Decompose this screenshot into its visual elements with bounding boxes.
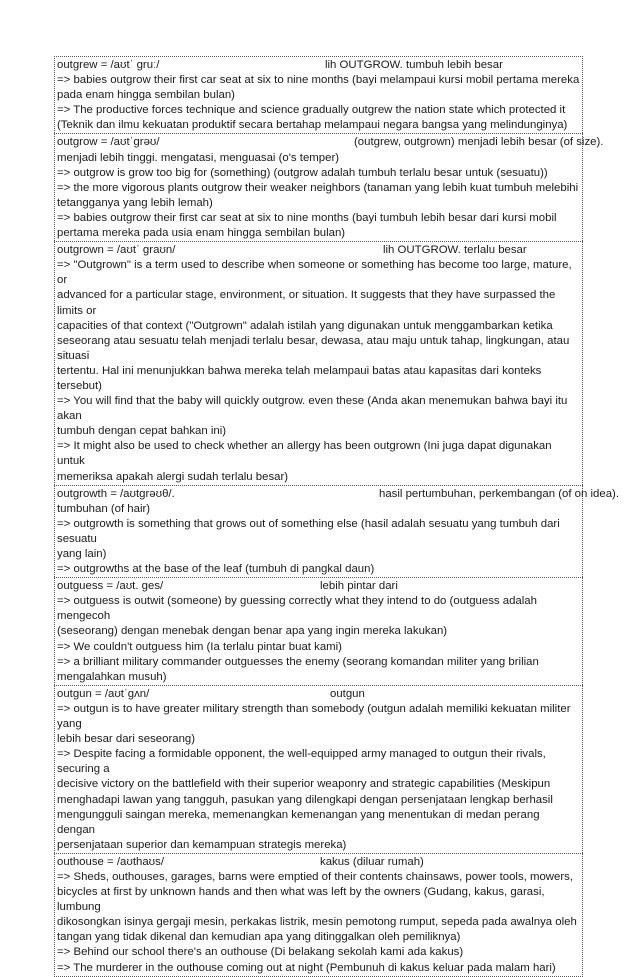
entry-line: decisive victory on the battlefield with their superior weaponry and strategic capabilities (Meskipun [57, 778, 551, 791]
entry-line: capacities of that context ("Outgrown" adalah istilah yang digunakan untuk menggambarkan ketika [57, 319, 553, 332]
entry-line: => outguess is outwit (someone) by guessing correctly what they intend to do (outguess adalah mengecoh [57, 595, 537, 623]
headword: outgrowth = /aʊtgrəʊθ/. [57, 487, 175, 500]
entry-line: seseorang atau sesuatu telah menjadi terlalu besar, dewasa, atau maju untuk tahap, lingkungan, atau situasi [57, 334, 570, 362]
gloss: outgun [330, 687, 365, 700]
gloss: lih OUTGROW. tumbuh lebih besar [325, 59, 503, 71]
entry-line: persenjataan superior dan kemampuan strategis mereka) [57, 838, 347, 851]
gloss: (outgrew, outgrown) menjadi lebih besar (of size). [354, 136, 604, 149]
entry-line: => Sheds, outhouses, garages, barns were emptied of their contents chainsaws, power tools, mowers, [57, 870, 574, 883]
entry-line: => The murderer in the outhouse coming out at night (Pembunuh di kakus keluar pada malam hari) [57, 961, 556, 974]
entry-line: tumbuhan (of hair) [57, 502, 151, 515]
headword: outgrown = /aʊtˈ graʊn/ [57, 244, 176, 257]
entry-line: => outgrowths at the base of the leaf (tumbuh di pangkal daun) [57, 563, 375, 576]
entry-line: => The productive forces technique and science gradually outgrew the nation state which protected it [57, 104, 566, 117]
entry-line: tumbuh dengan cepat bahkan ini) [57, 425, 227, 438]
entry-line: => It might also be used to check whether an allergy has been outgrown (Ini juga dapat digunakan untuk [57, 440, 552, 468]
entry-outguess [54, 577, 583, 685]
entry-line: mengalahkan musuh) [57, 670, 167, 683]
entry-line: pada enam hingga sembilan bulan) [57, 89, 235, 102]
entry-line: => "Outgrown" is a term used to describe when someone or something has become too large, mature, or [57, 259, 572, 287]
entry-line: mengungguli saingan mereka, memenangkan kemenangan yang menentukan di medan perang dengan [57, 808, 540, 836]
entry-line: => a brilliant military commander outguesses the enemy (seorang komandan militer yang brilian [57, 655, 539, 668]
headword: outhouse = /aʊthaʊs/ [57, 855, 164, 868]
entry-outhouse [54, 853, 583, 977]
entry-line: => Despite facing a formidable opponent, the well-equipped army managed to outgun their rivals, securing a [57, 748, 546, 776]
entry-line: (seseorang) dengan menebak dengan benar apa yang ingin mereka lakukan) [57, 625, 448, 638]
gloss: lebih pintar dari [320, 580, 398, 593]
headword: outgrew = /aʊtˈ gruː/ [57, 59, 160, 71]
gloss: lih OUTGROW. terlalu besar [383, 244, 527, 257]
entry-line: => outgrow is grow too big for (something) (outgrow adalah tumbuh terlalu besar untuk (sesuatu)) [57, 166, 548, 179]
entry-header [57, 579, 580, 594]
entry-outgun [54, 685, 583, 853]
entry-line: => Behind our school there's an outhouse (Di belakang sekolah kami ada kakus) [57, 946, 464, 959]
entry-line: menjadi lebih tinggi. mengatasi, menguasai (o's temper) [57, 151, 340, 164]
headword: outgun = /aʊtˈgʌn/ [57, 687, 150, 700]
entry-line: => outgun is to have greater military strength than somebody (outgun adalah memiliki kekuatan militer yang [57, 702, 571, 731]
entry-line: => babies outgrow their first car seat at six to nine months (bayi melampaui kursi mobil pertama mereka [57, 74, 580, 87]
entry-header [57, 487, 619, 502]
entry-header [57, 135, 604, 150]
entry-header [57, 855, 580, 870]
entry-line: advanced for a particular stage, environment, or situation. It suggests that they have surpassed the limits or [57, 289, 556, 317]
entry-line: => outgrowth is something that grows out of something else (hasil adalah sesuatu yang tumbuh dari sesuatu [57, 517, 560, 545]
entry-header [57, 687, 580, 702]
entry-outgrew [54, 56, 583, 133]
headword: outgrow = /aʊtˈgrəʊ/ [57, 136, 160, 149]
gloss: kakus (diluar rumah) [320, 855, 424, 868]
entry-line: => babies outgrow their first car seat at six to nine months (bayi tumbuh lebih besar dari kursi mobil [57, 211, 557, 224]
entry-line: dikosongkan isinya gergaji mesin, perkakas listrik, mesin pemotong rumput, sepeda pada awalnya oleh [57, 916, 577, 929]
entry-line: menghadapi lawan yang tangguh, pasukan yang dilengkapi dengan persenjataan lengkap berhasil [57, 793, 553, 806]
entry-line: => We couldn't outguess him (Ia terlalu pintar buat kami) [57, 640, 342, 653]
gloss: hasil pertumbuhan, perkembangan (of on idea). [379, 487, 619, 500]
dictionary-page [54, 56, 619, 977]
entry-header [57, 58, 580, 73]
entry-line: => the more vigorous plants outgrow their weaker neighbors (tanaman yang lebih kuat tumbuh melebihi [57, 181, 579, 194]
entry-line: memeriksa apakah alergi sudah terlalu besar) [57, 470, 289, 483]
entry-outgrow [54, 133, 604, 241]
entry-line: yang lain) [57, 548, 107, 560]
entry-line: pertama mereka pada usia enam hingga sembilan bulan) [57, 227, 346, 240]
entry-line: tetangganya yang lebih lemah) [57, 196, 213, 209]
entry-line: => You will find that the baby will quickly outgrow. even these (Anda akan menemukan bahwa bayi itu akan [57, 395, 568, 423]
entry-line: tangan yang tidak dikenal dan kemudian apa yang ditinggalkan oleh pemiliknya) [57, 931, 461, 944]
entry-line: (Teknik dan ilmu kekuatan produktif secara bertahap melampaui negara bangsa yang melindunginya) [57, 119, 568, 132]
headword: outguess = /aʊt. ges/ [57, 580, 164, 593]
entry-outgrowth [54, 485, 619, 578]
entry-outgrown [54, 241, 583, 485]
entry-line: lebih besar dari seseorang) [57, 733, 196, 746]
entry-line: tertentu. Hal ini menunjukkan bahwa mereka telah melampaui batas atau kapasitas dari konteks tersebut) [57, 364, 542, 392]
entry-header [57, 243, 580, 258]
entry-line: bicycles at first by unknown hands and then what was left by the owners (Gudang, kakus, garasi, lumbung [57, 886, 545, 914]
